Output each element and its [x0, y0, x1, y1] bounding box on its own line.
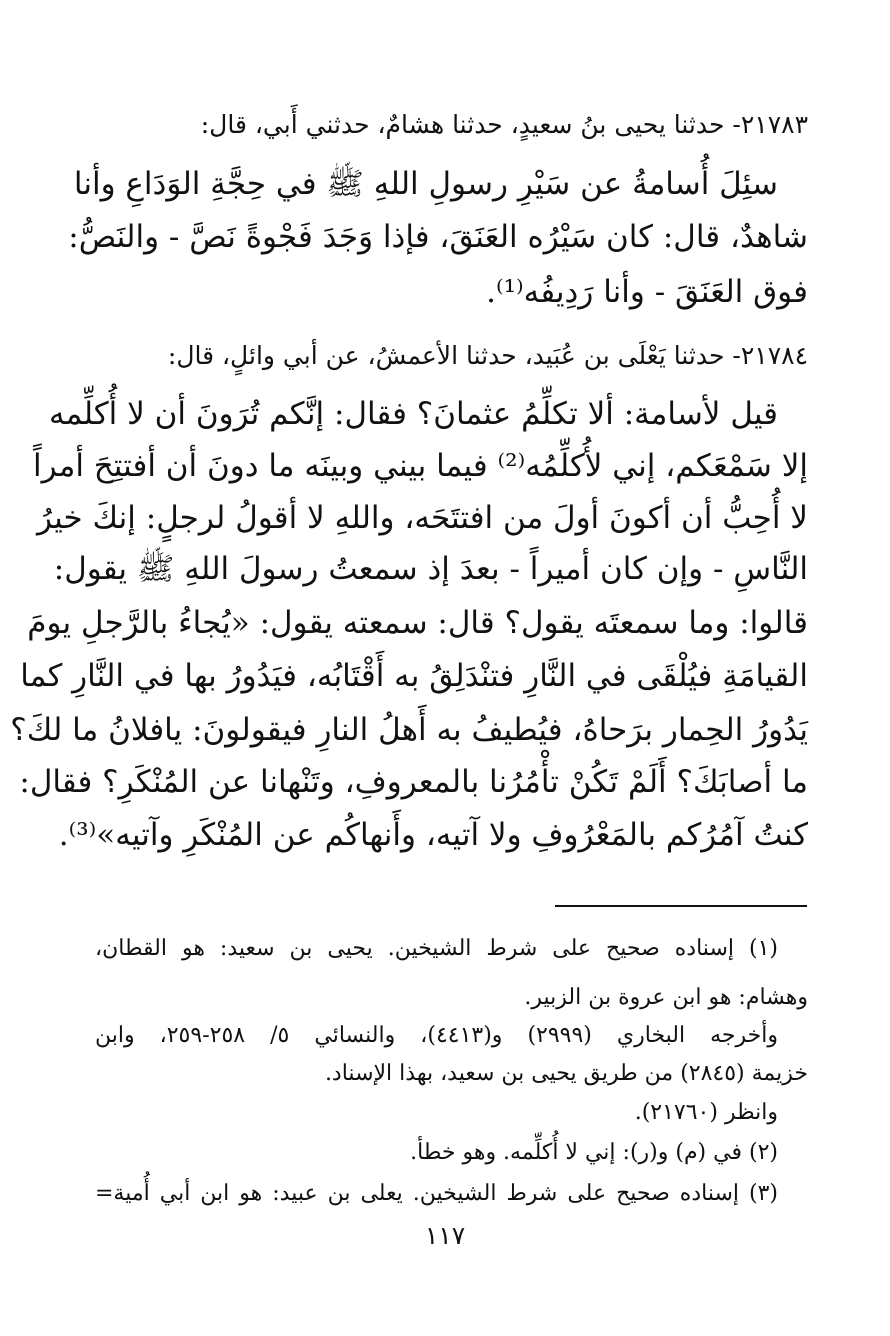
hadith-21784-header: ٢١٧٨٤- حدثنا يَعْلَى بن عُبَيد، حدثنا الأعمشُ، عن أبي وائلٍ، قال:	[167, 341, 808, 370]
hadith-21784-line: قيل لأسامة: ألا تكلِّمُ عثمانَ؟ فقال: إنَّكم تُرَونَ أن لا أُكلِّمه	[49, 396, 778, 432]
hadith-21784-line: كنتُ آمُرُكم بالمَعْرُوفِ ولا آتيه، وأَنهاكُم عن المُنْكَرِ وآتيه»⁽³⁾.	[58, 817, 808, 853]
hadith-21784-line: النَّاسِ - وإن كان أميراً - بعدَ إذ سمعتُ رسولَ اللهِ ﷺ يقول:	[53, 551, 808, 587]
hadith-21784-line: قالوا: وما سمعتَه يقول؟ قال: سمعته يقول: «يُجاءُ بالرَّجلِ يومَ	[27, 605, 808, 641]
hadith-21784-line: لا أُحِبُّ أن أكونَ أولَ من افتتَحَه، واللهِ لا أقولُ لرجلٍ: إنكَ خيرُ	[37, 500, 808, 536]
footnote-line: وانظر (٢١٧٦٠).	[634, 1100, 778, 1125]
footnote-separator	[555, 905, 807, 907]
footnote-line: (٣) إسناده صحيح على شرط الشيخين. يعلى بن عبيد: هو ابن أبي أُمية=	[95, 1181, 778, 1206]
footnote-line: وهشام: هو ابن عروة بن الزبير.	[524, 985, 808, 1010]
footnote-line: خزيمة (٢٨٤٥) من طريق يحيى بن سعيد، بهذا الإسناد.	[324, 1061, 808, 1086]
hadith-21783-header: ٢١٧٨٣- حدثنا يحيى بنُ سعيدٍ، حدثنا هشامٌ، حدثني أَبي، قال:	[200, 110, 808, 139]
page-number: ١١٧	[424, 1221, 466, 1250]
hadith-21784-line: القيامَةِ فيُلْقَى في النَّارِ فتنْدَلِقُ به أَقْتَابُه، فيَدُورُ بها في النَّارِ كما	[20, 658, 808, 694]
footnote-line: (١) إسناده صحيح على شرط الشيخين. يحيى بن سعيد: هو القطان،	[95, 936, 778, 961]
hadith-21784-line: إلا سَمْعَكم، إني لأُكلِّمُه⁽²⁾ فيما بيني وبينَه ما دونَ أن أفتتِحَ أمراً	[33, 448, 808, 484]
footnote-line: (٢) في (م) و(ر): إني لا أُكلِّمه. وهو خطأ.	[410, 1140, 778, 1165]
hadith-21783-line: سئِلَ أُسامةُ عن سَيْرِ رسولِ اللهِ ﷺ في حِجَّةِ الوَدَاعِ وأنا	[73, 166, 778, 202]
hadith-21784-line: ما أصابَكَ؟ أَلَمْ تَكُنْ تأْمُرُنا بالمعروفِ، وتَنْهانا عن المُنْكَرِ؟ فقال:	[19, 764, 808, 800]
hadith-21783-line: شاهدٌ، قال: كان سَيْرُه العَنَقَ، فإذا وَجَدَ فَجْوةً نَصَّ - والنَصُّ:	[68, 219, 808, 255]
footnote-line: وأخرجه البخاري (٢٩٩٩) و(٤٤١٣)، والنسائي ٥/ ٢٥٨-٢٥٩، وابن	[95, 1023, 778, 1048]
hadith-21783-line: فوق العَنَقَ - وأنا رَدِيفُه⁽¹⁾.	[486, 274, 808, 310]
hadith-21784-line: يَدُورُ الحِمار برَحاهُ، فيُطيفُ به أَهلُ النارِ فيقولونَ: يافلانُ ما لكَ؟	[10, 712, 808, 748]
